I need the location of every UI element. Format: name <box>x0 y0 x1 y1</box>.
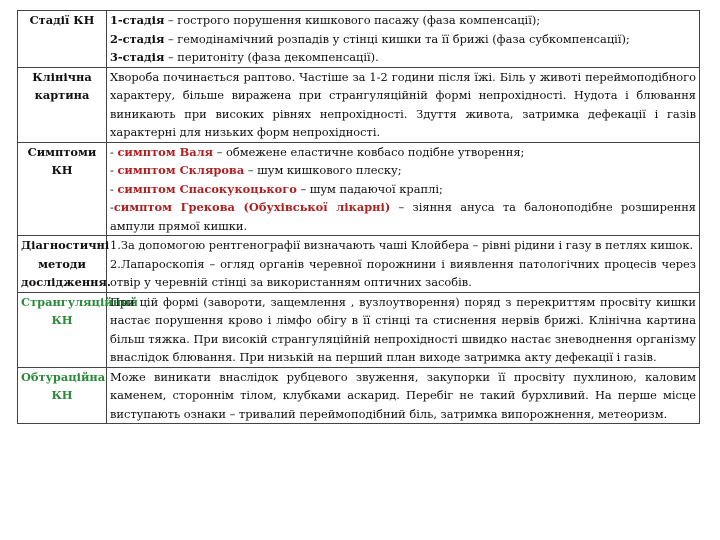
stage-1-text: – гострого порушення кишкового пасажу (фаза компенсації); <box>164 13 541 27</box>
symptom-2 <box>110 161 696 180</box>
clinical-text: Хвороба починається раптово. Частіше за 1-2 години після їжі. Біль у животі переймоподібного характеру, більше виражена при странгуляційній формі непрохідності. Нудота і блювання виникають при високих рівнях непрохідності. Здуття живота, затримка дефекації і газів характерні для низьких форм непрохідності. <box>107 67 700 142</box>
table-row-symptoms <box>18 142 700 236</box>
stage-2-text: – гемодінамічний розпадів у стінці кишки та її брижі (фаза субкомпенсації); <box>164 31 630 46</box>
diagnostics-content <box>107 236 700 293</box>
table-row-clinical <box>18 67 700 142</box>
stage-1 <box>110 11 696 30</box>
table-row-strangulation <box>18 292 700 367</box>
symptom-4-text: – зіяння ануса та балоноподібне розширення ампули прямої кишки. <box>110 200 696 233</box>
stage-2-title: 2-стадія <box>110 31 165 46</box>
symptom-1-text: – обмежене еластичне ковбасо подібне утворення; <box>213 144 525 159</box>
symptom-2-dash: - <box>110 163 118 177</box>
symptom-3-name: симптом Спасокукоцького <box>117 181 297 196</box>
symptom-3-dash: - <box>110 181 118 196</box>
symptom-1-dash: - <box>110 144 118 159</box>
table-row-stages <box>18 11 700 68</box>
stage-1-title: 1-стадія <box>110 13 165 27</box>
stage-3 <box>110 48 696 67</box>
symptom-1-name: симптом Валя <box>117 144 214 159</box>
obturation-text: Може виникати внаслідок рубцевого звуження, закупорки її просвіту пухлиною, каловим каменем, стороннім тілом, клубками аскарид. Перебіг не такий бурхливий. На перше місце виступають ознаки – тривалий переймоподібний біль, затримка випорожнення, метеоризм. <box>107 367 700 424</box>
stages-content <box>107 11 700 68</box>
table-row-obturation <box>18 367 700 424</box>
symptoms-content <box>107 142 700 236</box>
diagnostic-method-2: 2.Лапароскопія – огляд органів черевної порожнини і виявлення патологічних процесів через отвір у черевній стінці за використанням оптичних засобів. <box>110 256 696 289</box>
row-label-strangulation: Странгуляційний КН <box>18 292 107 367</box>
strangulation-text: При цій формі (завороти, защемлення , вузлоутворення) поряд з перекриттям просвіту кишки настає порушення крово і лімфо обігу в її стінці та стиснення нервів брижі. Клінічна картина більш тяжка. При високій странгуляційній непрохідності швидко настає зневоднення організму внаслідок блювання. При низькій на перший план виходе затримка акту дефекації і газів. <box>107 292 700 367</box>
diagnostic-method-1: 1.За допомогою рентгенографії визначають чаші Клойбера – рівні рідини і газу в петлях кишок. <box>110 238 694 252</box>
symptom-2-name: симптом Склярова <box>117 163 245 177</box>
row-label-stages: Стадії КН <box>18 11 107 68</box>
symptom-3-text: – шум падаючої краплі; <box>296 181 443 196</box>
table-row-diagnostics <box>18 236 700 293</box>
symptom-2-text: – шум кишкового плеску; <box>244 163 402 177</box>
symptom-1 <box>110 143 696 162</box>
stage-2 <box>110 30 696 49</box>
row-label-diagnostics: Діагностичні методи дослідження. <box>18 236 107 293</box>
row-label-symptoms: Симптоми КН <box>18 142 107 236</box>
symptom-4-dash: - <box>110 200 114 214</box>
stage-3-title: 3-стадія <box>110 50 165 64</box>
row-label-obturation: Обтураційна КН <box>18 367 107 424</box>
info-table <box>17 10 700 424</box>
symptom-3 <box>110 180 696 199</box>
symptom-4 <box>110 198 696 235</box>
symptom-4-name: симптом Грекова (Обухівської лікарні) <box>113 200 391 214</box>
row-label-clinical: Клінічна картина <box>18 67 107 142</box>
stage-3-text: – перитоніту (фаза декомпенсації). <box>164 50 379 64</box>
